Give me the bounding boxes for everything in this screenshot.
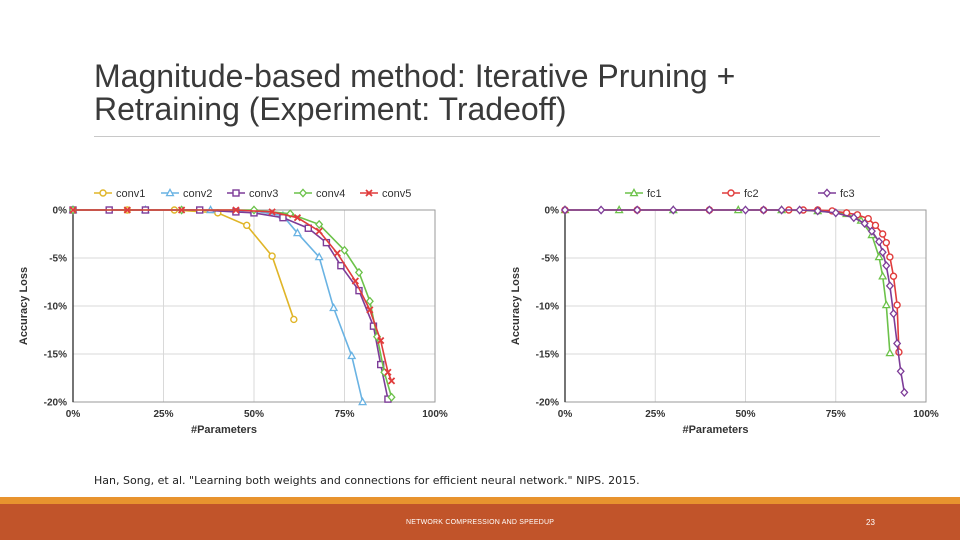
series-line-conv3 [73, 210, 388, 399]
series-conv1 [70, 207, 297, 322]
y-tick-label: -15% [535, 349, 559, 361]
series-line-fc1 [565, 210, 890, 353]
legend-conv4-marker [300, 189, 306, 196]
data-point-conv3 [338, 263, 344, 269]
data-point-fc3 [883, 262, 889, 269]
legend-conv3-marker [233, 190, 239, 196]
data-point-fc2 [891, 273, 897, 279]
y-tick-label: -10% [43, 301, 67, 313]
x-axis-label: #Parameters [682, 424, 749, 436]
legend-fc2-marker [728, 190, 734, 196]
y-tick-label: -20% [43, 397, 67, 409]
data-point-fc1 [883, 301, 890, 307]
data-point-conv5 [316, 228, 322, 234]
data-point-fc2 [880, 231, 886, 237]
x-tick-label: 25% [645, 409, 666, 420]
data-point-fc3 [742, 206, 748, 213]
series-fc2 [562, 207, 902, 355]
y-axis-label: Accuracy Loss [510, 266, 522, 346]
legend-fc1-marker [631, 189, 638, 195]
series-fc1 [562, 206, 894, 355]
data-point-conv2 [359, 398, 366, 404]
footer-accent-line [0, 497, 960, 504]
slide-title: Magnitude-based method: Iterative Pruning + Retraining (Experiment: Tradeoff) [94, 58, 736, 127]
legend-label-conv2: conv2 [183, 188, 213, 200]
series-line-fc3 [565, 210, 904, 392]
data-point-conv5 [334, 250, 340, 256]
page-number: 23 [866, 518, 875, 527]
y-tick-label: -5% [541, 253, 559, 265]
series-conv5 [70, 207, 395, 384]
y-tick-label: -20% [535, 397, 559, 409]
data-point-fc1 [887, 349, 894, 355]
x-tick-label: 75% [825, 409, 846, 420]
x-axis-label: #Parameters [190, 424, 258, 436]
series-line-fc2 [565, 210, 899, 352]
y-tick-label: -15% [43, 349, 67, 361]
chart-fc-layers [505, 178, 945, 448]
data-point-fc3 [898, 368, 904, 375]
x-tick-label: 50% [243, 409, 265, 420]
x-tick-label: 100% [422, 409, 448, 420]
legend [625, 188, 855, 200]
data-point-conv2 [330, 304, 337, 310]
legend-label-conv5: conv5 [382, 188, 412, 200]
series-fc3 [562, 206, 908, 396]
legend-conv1-marker [100, 190, 106, 196]
series-conv3 [70, 207, 391, 402]
legend-conv2-marker [167, 189, 174, 195]
data-point-conv5 [389, 378, 395, 384]
legend-label-fc3: fc3 [840, 188, 855, 200]
y-tick-label: -5% [49, 253, 67, 265]
data-point-fc1 [879, 273, 886, 279]
footer-text: NETWORK COMPRESSION AND SPEEDUP [406, 519, 555, 526]
y-axis-label: Accuracy Loss [18, 266, 30, 346]
legend [94, 188, 411, 200]
legend-label-conv3: conv3 [249, 188, 279, 200]
chart-conv-layers [14, 178, 454, 448]
data-point-fc3 [598, 206, 604, 213]
grid [73, 210, 435, 402]
data-point-conv1 [291, 316, 297, 322]
data-point-conv2 [348, 352, 355, 358]
legend-label-fc2: fc2 [744, 188, 759, 200]
legend-fc3-marker [824, 189, 830, 196]
data-point-conv1 [269, 253, 275, 259]
x-tick-label: 25% [153, 409, 174, 420]
x-tick-label: 0% [557, 409, 573, 420]
data-point-fc2 [887, 254, 893, 260]
x-tick-label: 75% [334, 409, 355, 420]
series-conv4 [70, 206, 395, 400]
x-tick-label: 100% [913, 409, 939, 420]
data-point-fc2 [894, 302, 900, 308]
citation: Han, Song, et al. "Learning both weights and connections for efficient neural network." NIPS. 2015. [94, 474, 640, 487]
legend-label-fc1: fc1 [647, 188, 662, 200]
series-line-conv5 [73, 210, 392, 381]
y-tick-label: 0% [52, 205, 67, 217]
data-point-fc3 [887, 282, 893, 289]
data-point-fc3 [901, 389, 907, 396]
data-point-fc2 [883, 240, 889, 246]
data-point-fc3 [890, 310, 896, 317]
x-tick-label: 0% [65, 409, 81, 420]
x-tick-label: 50% [735, 409, 756, 420]
y-tick-label: -10% [535, 301, 559, 313]
series-line-conv4 [73, 210, 392, 397]
data-point-fc2 [872, 222, 878, 228]
series-line-conv1 [73, 210, 294, 319]
data-point-conv1 [244, 222, 250, 228]
data-point-conv5 [352, 278, 358, 284]
y-tick-label: 0% [544, 205, 559, 217]
grid [565, 210, 926, 402]
legend-label-conv4: conv4 [316, 188, 346, 200]
legend-label-conv1: conv1 [116, 188, 146, 200]
title-divider [94, 136, 880, 137]
